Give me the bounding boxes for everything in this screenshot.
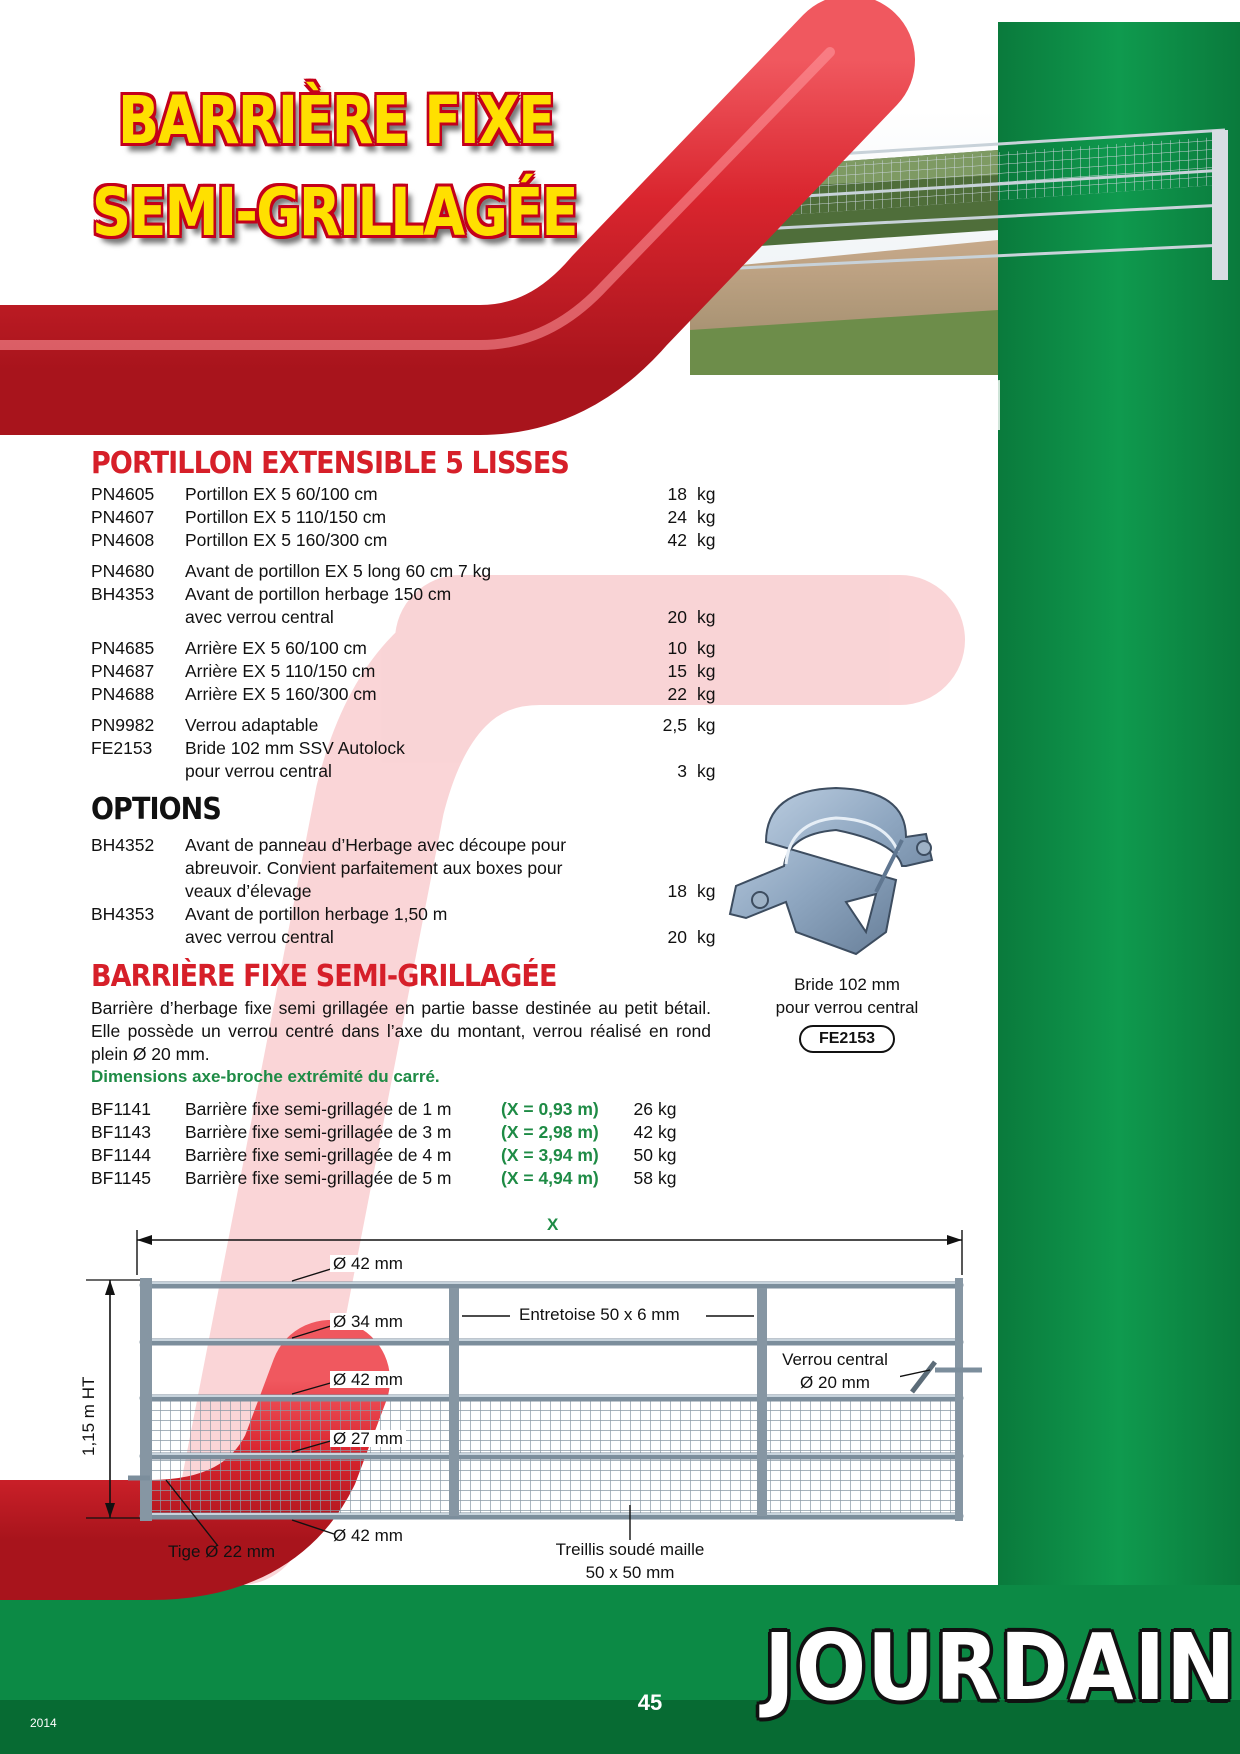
item-weight: 26: [633, 1099, 653, 1119]
section-heading-options: OPTIONS: [91, 792, 221, 827]
item-code: BH4353: [91, 584, 155, 604]
item-desc: Barrière fixe semi-grillagée de 4 m: [185, 1145, 452, 1165]
spacer-label: Entretoise 50 x 6 mm: [516, 1306, 683, 1323]
item-x-dimension: (X = 2,98 m): [501, 1122, 599, 1142]
item-desc: avec verrou central: [185, 927, 334, 947]
bracket-caption-line1: Bride 102 mm: [794, 975, 900, 994]
item-weight: 18: [667, 484, 687, 504]
item-code: BF1143: [91, 1122, 151, 1142]
item-unit: kg: [697, 530, 716, 550]
barriere-description: Barrière d’herbage fixe semi grillagée en partie basse destinée au petit bétail. Elle possède un verrou centré dans l’axe du montant, verrou réalisé en rond plein Ø 20 mm.: [91, 998, 711, 1064]
item-weight: 18: [667, 881, 687, 901]
item-code: BH4352: [91, 835, 155, 855]
item-weight: 22: [667, 684, 687, 704]
height-label: 1,15 m HT: [79, 1376, 98, 1456]
item-code: BH4353: [91, 904, 155, 924]
brand-logo: JOURDAIN: [764, 1614, 1237, 1721]
item-unit: kg: [658, 1145, 677, 1165]
item-code: PN4607: [91, 507, 155, 527]
item-weight: 24: [667, 507, 687, 527]
item-x-dimension: (X = 4,94 m): [501, 1168, 599, 1188]
item-desc: Barrière fixe semi-grillagée de 5 m: [185, 1168, 452, 1188]
item-unit: kg: [697, 684, 716, 704]
item-desc: Bride 102 mm SSV Autolock: [185, 738, 405, 758]
bracket-code-badge: FE2153: [799, 1025, 895, 1053]
lock-pin: [912, 1362, 982, 1392]
item-desc: avec verrou central: [185, 607, 334, 627]
item-desc: Avant de portillon EX 5 long 60 cm 7 kg: [185, 561, 492, 581]
item-desc: Arrière EX 5 160/300 cm: [185, 684, 377, 704]
item-unit: kg: [697, 484, 716, 504]
item-weight: 42: [667, 530, 687, 550]
rail-label-3: Ø 42 mm: [330, 1371, 406, 1388]
item-desc: Barrière fixe semi-grillagée de 3 m: [185, 1122, 452, 1142]
lock-label-line2: Ø 20 mm: [770, 1374, 900, 1391]
mesh-label-line2: 50 x 50 mm: [585, 1563, 675, 1582]
item-unit: kg: [697, 715, 716, 735]
item-code: FE2153: [91, 738, 153, 758]
item-desc: Arrière EX 5 60/100 cm: [185, 638, 367, 658]
item-weight: 42: [633, 1122, 653, 1142]
item-unit: kg: [697, 638, 716, 658]
item-desc: Avant de portillon herbage 150 cm: [185, 584, 452, 604]
mesh-label-line1: Treillis soudé maille: [555, 1540, 705, 1559]
item-unit: kg: [658, 1099, 677, 1119]
rail-label-5: Ø 42 mm: [333, 1526, 403, 1545]
bracket-caption-line2: pour verrou central: [775, 998, 919, 1017]
item-unit: kg: [658, 1122, 677, 1142]
lock-label-line1: Verrou central: [770, 1351, 900, 1368]
item-desc: pour verrou central: [185, 761, 332, 781]
rail-label-2: Ø 34 mm: [330, 1313, 406, 1330]
item-x-dimension: (X = 3,94 m): [501, 1145, 599, 1165]
page-title-line1: BARRIÈRE FIXE: [118, 82, 554, 159]
item-desc: Portillon EX 5 110/150 cm: [185, 507, 387, 527]
item-unit: kg: [697, 927, 716, 947]
item-desc: veaux d’élevage: [185, 881, 312, 901]
rod-label: Tige Ø 22 mm: [168, 1542, 276, 1561]
section-heading-portillon: PORTILLON EXTENSIBLE 5 LISSES: [91, 446, 569, 481]
item-x-dimension: (X = 0,93 m): [501, 1099, 599, 1119]
item-weight: 10: [667, 638, 687, 658]
x-label: X: [547, 1215, 559, 1234]
dimension-note: Dimensions axe-broche extrémité du carré.: [91, 1067, 440, 1086]
page-number: 45: [637, 1690, 663, 1715]
item-code: PN9982: [91, 715, 155, 735]
item-weight: 50: [633, 1145, 653, 1165]
item-code: BF1141: [91, 1099, 151, 1119]
item-unit: kg: [697, 661, 716, 681]
x-dimension-arrow: [137, 1230, 962, 1275]
item-unit: kg: [697, 507, 716, 527]
item-weight: 3: [677, 761, 687, 781]
item-desc: Avant de portillon herbage 1,50 m: [185, 904, 448, 924]
item-desc: Barrière fixe semi-grillagée de 1 m: [185, 1099, 452, 1119]
rail-label-1: Ø 42 mm: [330, 1255, 406, 1272]
item-code: BF1144: [91, 1145, 151, 1165]
section-heading-barriere: BARRIÈRE FIXE SEMI-GRILLAGÉE: [91, 959, 557, 994]
item-desc: Arrière EX 5 110/150 cm: [185, 661, 376, 681]
page-title-line2: SEMI-GRILLAGÉE: [92, 174, 577, 251]
item-code: BF1145: [91, 1168, 151, 1188]
item-unit: kg: [697, 881, 716, 901]
item-code: PN4680: [91, 561, 155, 581]
item-desc: Portillon EX 5 160/300 cm: [185, 530, 388, 550]
item-desc: Avant de panneau d’Herbage avec découpe pour: [185, 835, 567, 855]
item-unit: kg: [697, 607, 716, 627]
item-weight: 20: [667, 927, 687, 947]
item-code: PN4685: [91, 638, 155, 658]
item-code: PN4608: [91, 530, 155, 550]
item-weight: 58: [633, 1168, 653, 1188]
item-weight: 20: [667, 607, 687, 627]
item-code: PN4605: [91, 484, 155, 504]
item-desc: Portillon EX 5 60/100 cm: [185, 484, 378, 504]
item-weight: 2,5: [662, 715, 687, 735]
item-desc: abreuvoir. Convient parfaitement aux boxes pour: [185, 858, 563, 878]
year-label: 2014: [30, 1716, 57, 1730]
rail-label-4: Ø 27 mm: [330, 1430, 406, 1447]
item-weight: 15: [667, 661, 687, 681]
item-unit: kg: [658, 1168, 677, 1188]
item-desc: Verrou adaptable: [185, 715, 319, 735]
item-code: PN4688: [91, 684, 155, 704]
item-unit: kg: [697, 761, 716, 781]
item-code: PN4687: [91, 661, 155, 681]
